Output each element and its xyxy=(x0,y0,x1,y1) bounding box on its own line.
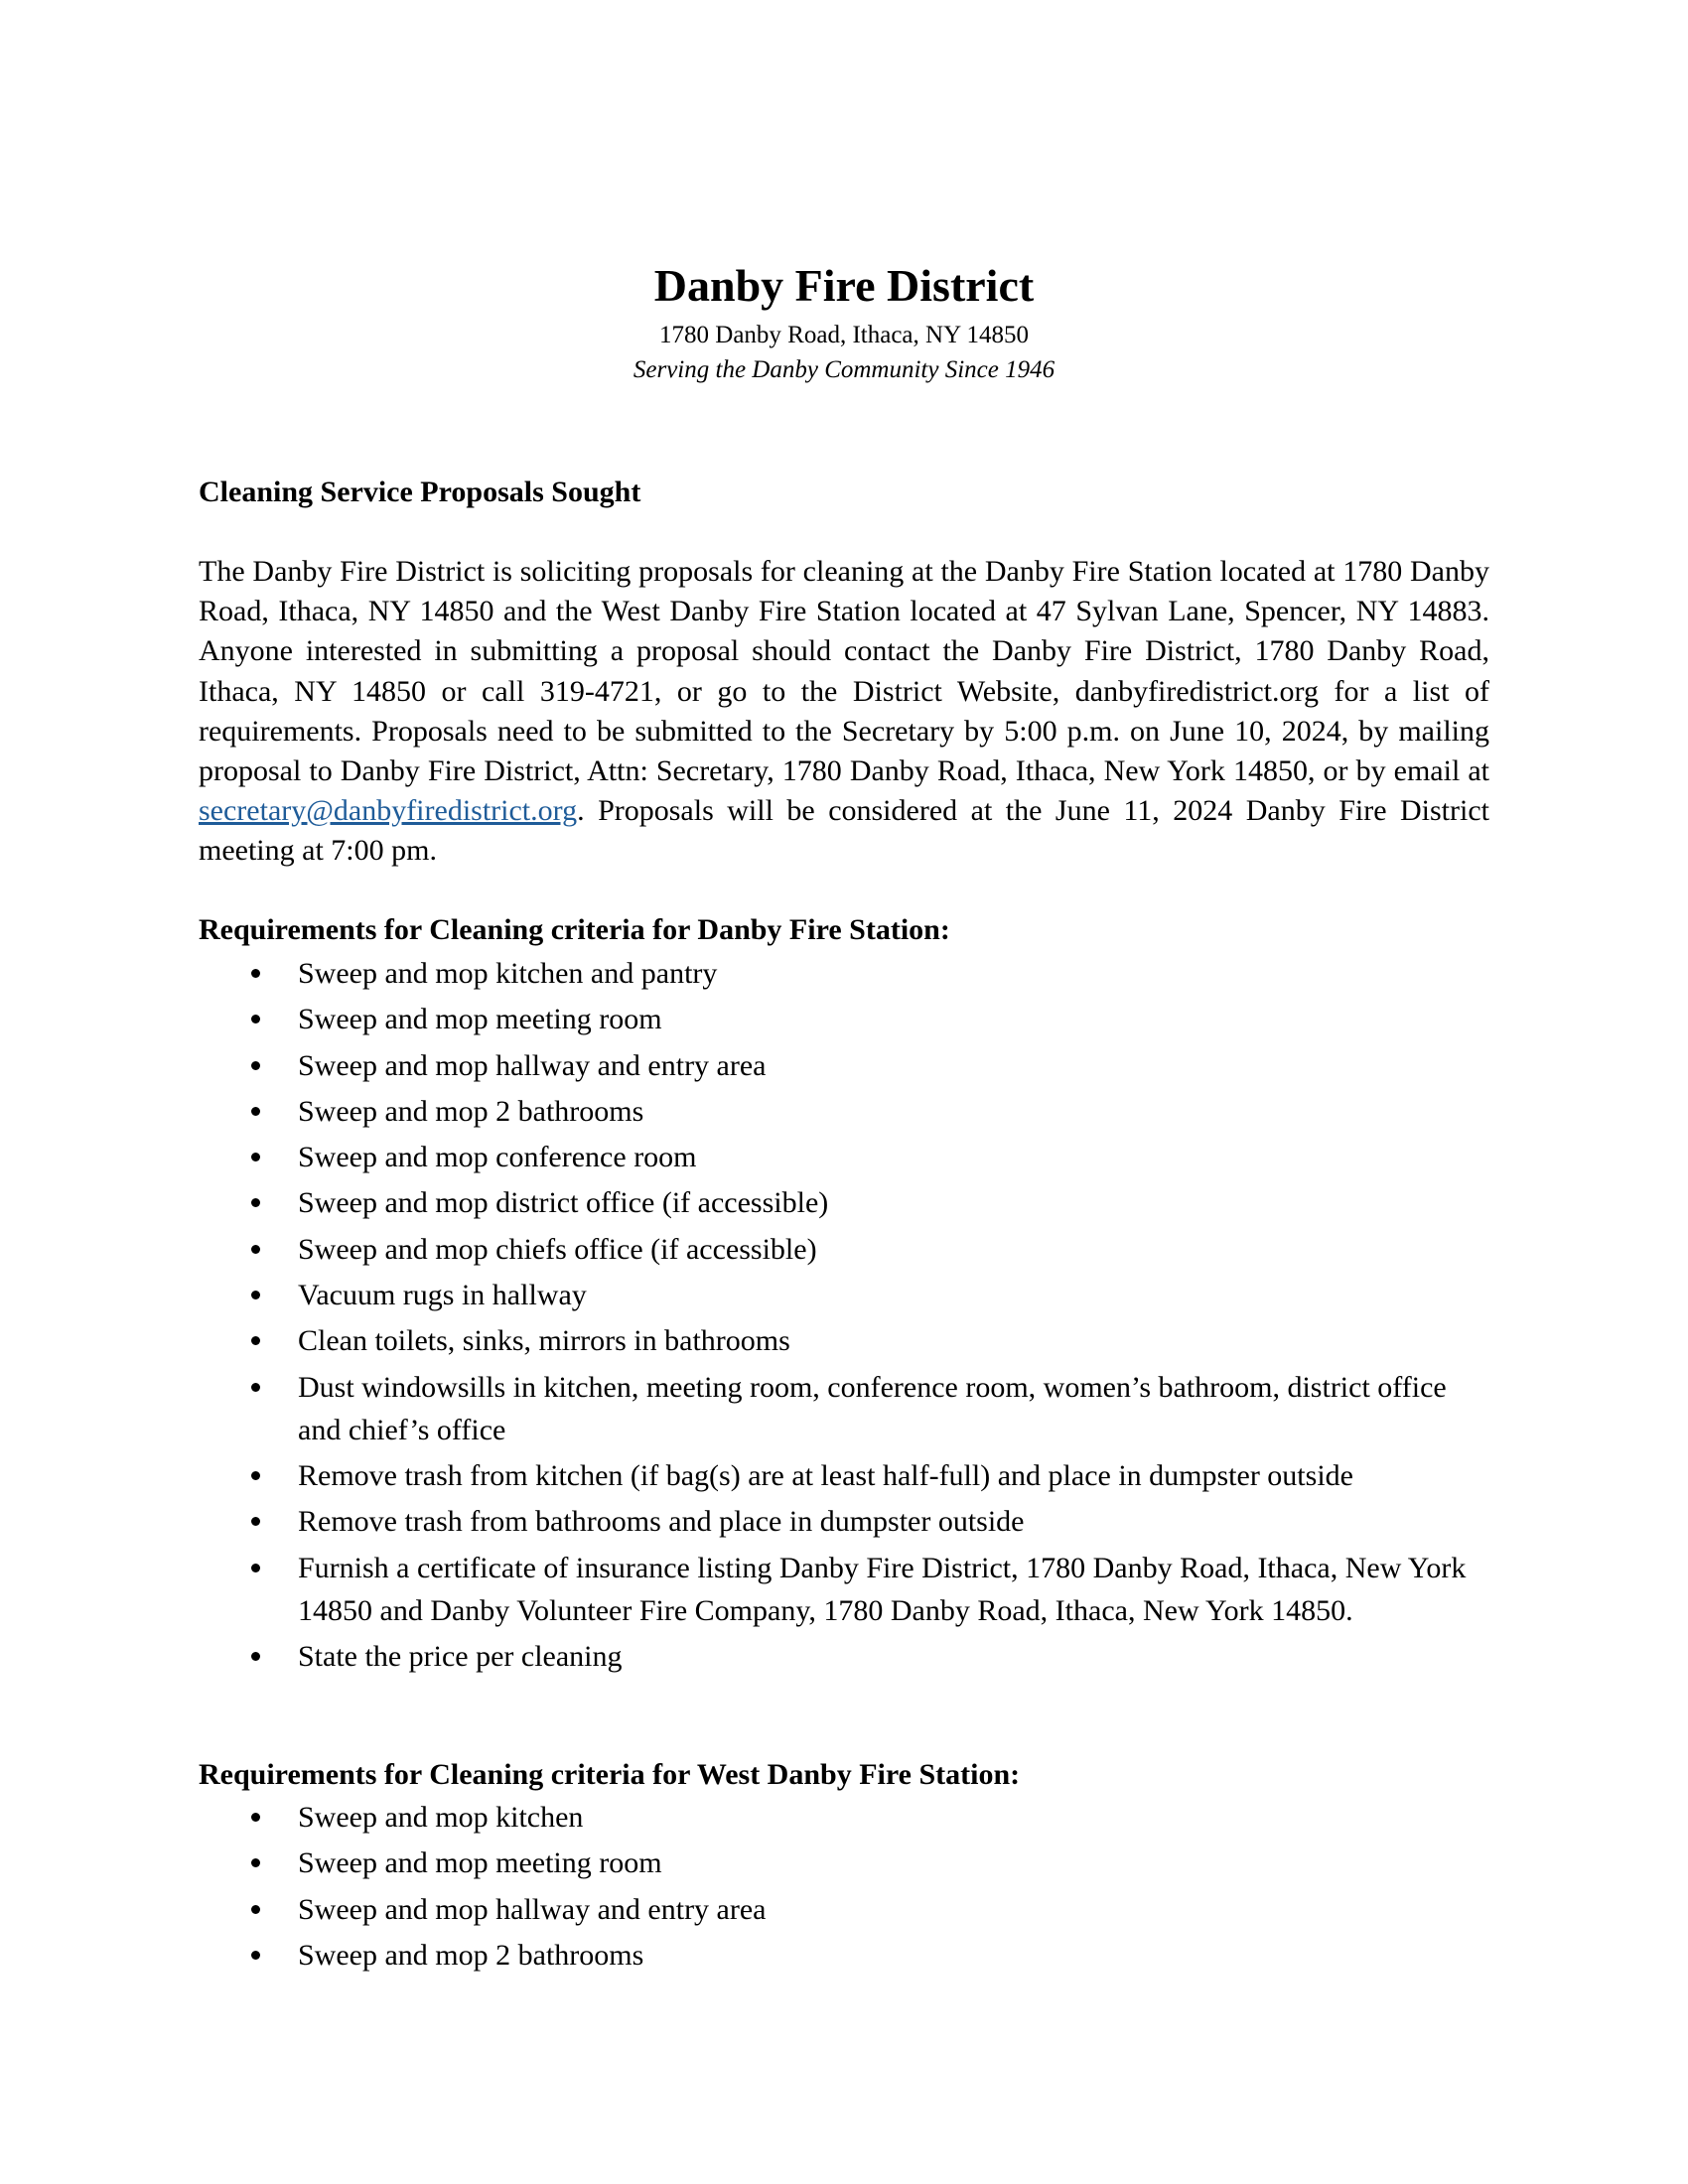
list-item-text: Sweep and mop kitchen xyxy=(298,1801,584,1834)
list-item xyxy=(199,1842,1489,1884)
list-item-text: Furnish a certificate of insurance listing Danby Fire District, 1780 Danby Road, Ithaca, New York 14850 and Danby Volunteer Fire Company, 1780 Danby Road, Ithaca, New York 14850. xyxy=(298,1551,1467,1627)
list-item-text: Sweep and mop 2 bathrooms xyxy=(298,1938,644,1972)
list-item xyxy=(199,1274,1489,1316)
list-item-text: Sweep and mop hallway and entry area xyxy=(298,1892,767,1926)
bullet-icon xyxy=(251,1905,260,1914)
list-item xyxy=(199,952,1489,995)
list-item xyxy=(199,1796,1489,1839)
proposal-text-part2: . Proposals will be considered at the June 11, 2024 Danby Fire District meeting at 7:00 pm. xyxy=(199,794,1489,868)
west-danby-requirements-list xyxy=(199,1796,1489,1979)
list-item-text: Sweep and mop hallway and entry area xyxy=(298,1048,767,1082)
bullet-icon xyxy=(251,1858,260,1867)
proposal-paragraph xyxy=(199,552,1489,872)
proposal-heading: Cleaning Service Proposals Sought xyxy=(199,476,641,508)
bullet-icon xyxy=(251,1813,260,1822)
list-item xyxy=(199,1934,1489,1977)
bullet-icon xyxy=(251,1471,260,1480)
district-address: 1780 Danby Road, Ithaca, NY 14850 xyxy=(659,322,1029,348)
district-tagline: Serving the Danby Community Since 1946 xyxy=(633,356,1055,383)
danby-requirements-list xyxy=(199,952,1489,1681)
list-item xyxy=(199,1888,1489,1931)
list-item xyxy=(199,1228,1489,1271)
list-item xyxy=(199,1136,1489,1178)
bullet-icon xyxy=(251,1198,260,1207)
list-item xyxy=(199,1181,1489,1224)
list-item xyxy=(199,1319,1489,1362)
bullet-icon xyxy=(251,1336,260,1345)
list-item-text: Sweep and mop chiefs office (if accessible) xyxy=(298,1232,817,1266)
danby-requirements-heading: Requirements for Cleaning criteria for Danby Fire Station: xyxy=(199,913,950,946)
bullet-icon xyxy=(251,1652,260,1661)
bullet-icon xyxy=(251,969,260,978)
list-item-text: Sweep and mop kitchen and pantry xyxy=(298,957,718,990)
bullet-icon xyxy=(251,1061,260,1070)
bullet-icon xyxy=(251,1107,260,1116)
proposal-text-part1: The Danby Fire District is soliciting proposals for cleaning at the Danby Fire Station located at 1780 Danby Road, Ithaca, NY 14850 and the West Danby Fire Station located at 47 Sylvan Lane, Spencer, NY 14883. Anyone interested in submitting a proposal should contact the Danby Fire District, 1780 Danby Road, Ithaca, NY 14850 or call 319-4721, or go to the District Website, danbyfiredistrict.org for a list of requirements. Proposals need to be submitted to the Secretary by 5:00 p.m. on June 10, 2024, by mailing proposal to Danby Fire District, Attn: Secretary, 1780 Danby Road, Ithaca, New York 14850, or by email at xyxy=(199,555,1489,788)
page-title: Danby Fire District xyxy=(653,260,1035,311)
list-item xyxy=(199,1090,1489,1133)
list-item xyxy=(199,1500,1489,1543)
list-item-text: Remove trash from kitchen (if bag(s) are at least half-full) and place in dumpster outside xyxy=(298,1458,1353,1492)
list-item-text: Vacuum rugs in hallway xyxy=(298,1279,587,1312)
list-item-text: Sweep and mop 2 bathrooms xyxy=(298,1094,644,1128)
list-item-text: Clean toilets, sinks, mirrors in bathrooms xyxy=(298,1324,790,1358)
bullet-icon xyxy=(251,1153,260,1161)
list-item-text: Sweep and mop meeting room xyxy=(298,1003,662,1036)
list-item xyxy=(199,1454,1489,1497)
list-item-text: Remove trash from bathrooms and place in dumpster outside xyxy=(298,1505,1025,1539)
secretary-email-link[interactable]: secretary@danbyfiredistrict.org xyxy=(199,794,578,828)
list-item xyxy=(199,1366,1489,1451)
bullet-icon xyxy=(251,1015,260,1024)
list-item-text: Sweep and mop district office (if accessible) xyxy=(298,1186,829,1220)
bullet-icon xyxy=(251,1517,260,1526)
list-item xyxy=(199,998,1489,1040)
list-item xyxy=(199,1635,1489,1678)
west-danby-requirements-heading: Requirements for Cleaning criteria for West Danby Fire Station: xyxy=(199,1758,1021,1791)
bullet-icon xyxy=(251,1245,260,1254)
list-item xyxy=(199,1547,1489,1632)
bullet-icon xyxy=(251,1564,260,1572)
list-item-text: Sweep and mop meeting room xyxy=(298,1846,662,1880)
list-item-text: Sweep and mop conference room xyxy=(298,1141,697,1174)
list-item-text: State the price per cleaning xyxy=(298,1639,623,1673)
list-item-text: Dust windowsills in kitchen, meeting room, conference room, women’s bathroom, district office and chief’s office xyxy=(298,1370,1447,1446)
list-item xyxy=(199,1044,1489,1087)
bullet-icon xyxy=(251,1383,260,1392)
bullet-icon xyxy=(251,1291,260,1299)
bullet-icon xyxy=(251,1951,260,1960)
